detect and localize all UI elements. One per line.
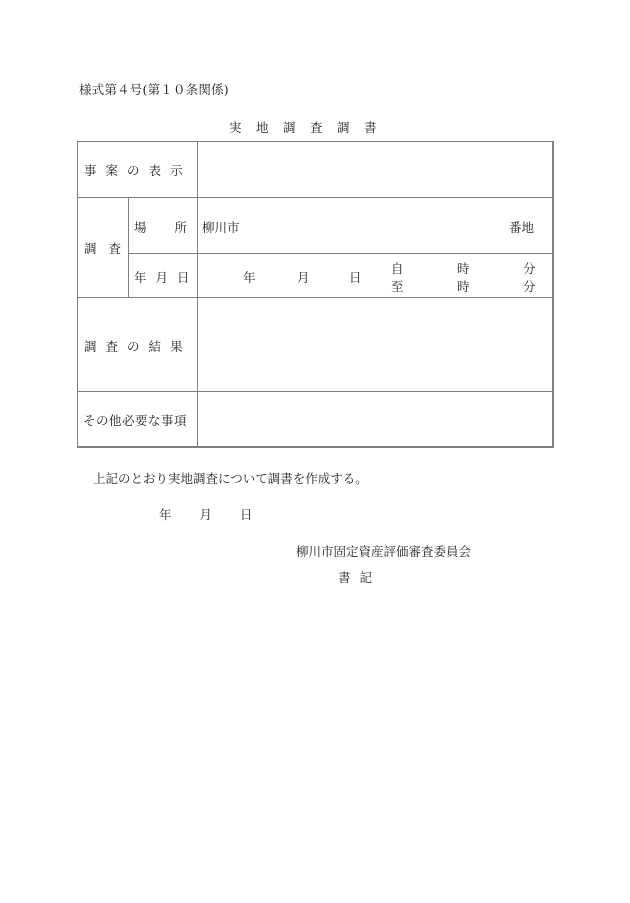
label-column-divider — [197, 141, 198, 447]
clerk-label: 書 記 — [338, 570, 373, 585]
result-value-field[interactable] — [199, 299, 551, 390]
row-divider — [128, 253, 553, 254]
date-label: 年 月 日 — [134, 270, 190, 285]
date-year-unit: 年 — [243, 270, 256, 285]
title-char: 地 — [256, 120, 269, 135]
title-char: 書 — [364, 120, 377, 135]
survey-label: 調 査 — [84, 241, 122, 256]
case-value-field[interactable] — [199, 143, 551, 196]
committee-name: 柳川市固定資産評価審査委員会 — [296, 544, 472, 559]
row-divider — [77, 391, 553, 392]
time-to-hour-unit: 時 — [457, 279, 470, 294]
sub-column-divider — [128, 197, 129, 297]
date-day-unit: 日 — [349, 270, 362, 285]
time-to-label: 至 — [391, 279, 404, 294]
time-from-minute-unit: 分 — [523, 261, 536, 276]
title-char: 調 — [337, 120, 350, 135]
title-char: 実 — [229, 120, 242, 135]
place-prefix: 柳川市 — [202, 220, 240, 235]
row-divider — [77, 297, 553, 298]
time-to-minute-unit: 分 — [523, 279, 536, 294]
other-value-field[interactable] — [199, 393, 551, 445]
time-from-label: 自 — [391, 261, 404, 276]
case-label: 事 案 の 表 示 — [84, 163, 183, 178]
time-from-hour-unit: 時 — [457, 261, 470, 276]
sign-date: 年 月 日 — [159, 507, 253, 522]
place-suffix: 番地 — [509, 220, 535, 235]
form-number: 様式第４号(第１０条関係) — [79, 82, 229, 97]
place-value-field[interactable] — [243, 203, 503, 243]
table-border-bottom — [77, 446, 553, 448]
row-divider — [77, 197, 553, 198]
date-month-unit: 月 — [297, 270, 310, 285]
table-border-left — [77, 141, 78, 447]
table-border-top — [77, 141, 553, 142]
title-char: 調 — [283, 120, 296, 135]
document-title — [229, 118, 391, 136]
other-label: その他必要な事項 — [83, 413, 188, 428]
place-label: 場 所 — [134, 220, 188, 235]
result-label: 調 査 の 結 果 — [84, 339, 183, 354]
table-border-right — [552, 141, 554, 448]
statement: 上記のとおり実地調査について調書を作成する。 — [93, 471, 368, 486]
title-char: 査 — [310, 120, 323, 135]
